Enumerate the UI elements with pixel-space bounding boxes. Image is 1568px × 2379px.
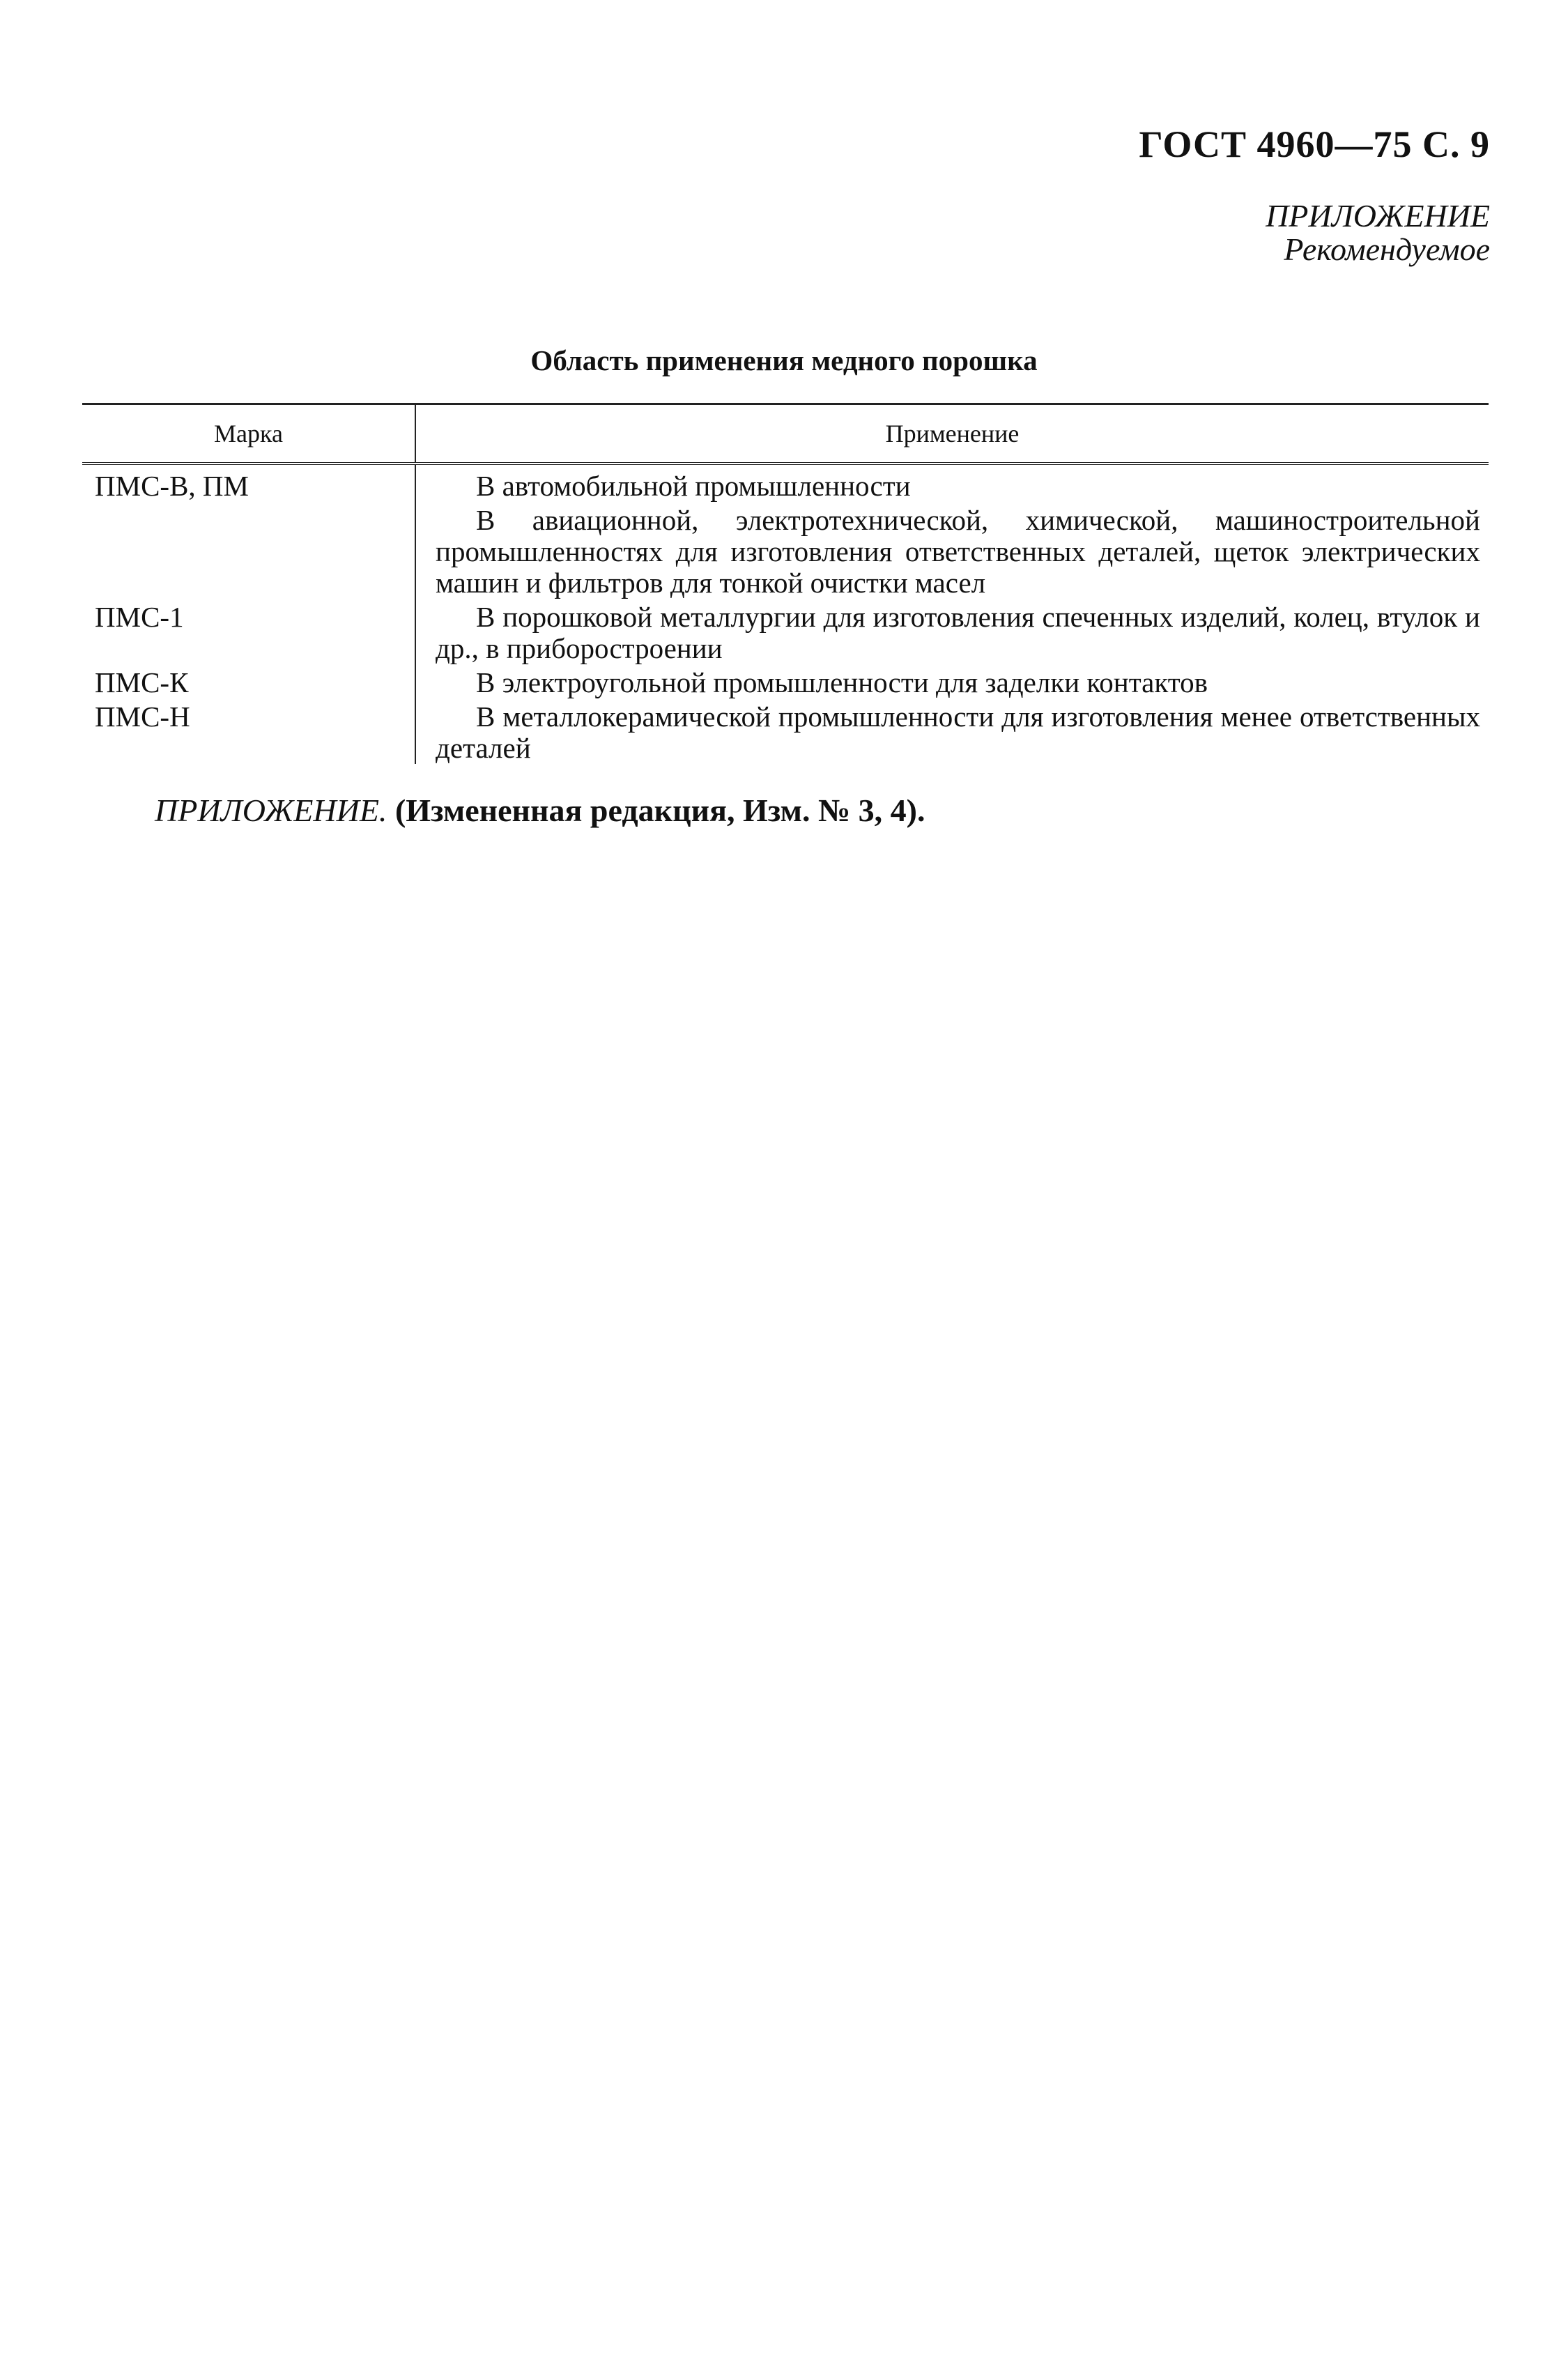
column-header-mark: Марка	[82, 404, 415, 464]
amendment-note-label: ПРИЛОЖЕНИЕ.	[155, 793, 387, 828]
table-row	[82, 464, 1489, 502]
mark-cell: ПМС-В, ПМ	[82, 464, 415, 502]
application-table	[82, 403, 1489, 764]
annex-title: ПРИЛОЖЕНИЕ	[1266, 198, 1490, 234]
mark-cell: ПМС-Н	[82, 698, 415, 764]
application-cell: В авиационной, электротехнической, химической, машиностроительной промышленностях для изготовления ответственных деталей, щеток электрических машин и фильтров для тонкой очистки масел	[436, 504, 1480, 599]
application-cell: В автомобильной промышленности	[476, 470, 911, 502]
table-row	[82, 599, 1489, 664]
mark-cell: ПМС-К	[82, 664, 415, 698]
application-cell: В электроугольной промышленности для заделки контактов	[476, 666, 1208, 698]
column-header-application: Применение	[415, 404, 1489, 464]
page-header: ГОСТ 4960—75 С. 9	[1139, 123, 1490, 165]
table-row	[82, 664, 1489, 698]
mark-cell: ПМС-1	[82, 599, 415, 664]
annex-status: Рекомендуемое	[1284, 231, 1490, 268]
mark-cell	[82, 502, 415, 599]
table-row	[82, 698, 1489, 764]
table-header-row	[82, 404, 1489, 464]
annex-label	[1266, 199, 1490, 267]
table-title: Область применения медного порошка	[530, 344, 1038, 376]
amendment-note	[155, 792, 925, 829]
amendment-note-text: (Измененная редакция, Изм. № 3, 4).	[394, 793, 925, 828]
application-cell: В порошковой металлургии для изготовления спеченных изделий, колец, втулок и др., в приборостроении	[436, 601, 1480, 664]
application-cell: В металлокерамической промышленности для изготовления менее ответственных деталей	[436, 701, 1480, 764]
table-row	[82, 502, 1489, 599]
